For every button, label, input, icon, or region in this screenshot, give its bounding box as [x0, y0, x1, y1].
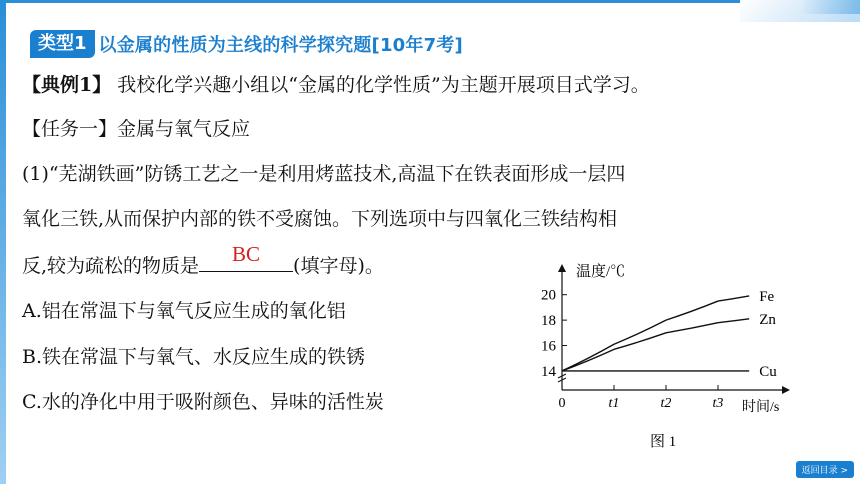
task-line: 【任务一】金属与氧气反应: [22, 118, 251, 140]
example-line: [22, 72, 650, 98]
x-axis-arrow: [782, 386, 790, 394]
question-line-3: [22, 242, 384, 279]
series-label-zn: Zn: [759, 311, 776, 328]
option-c: C.水的净化中用于吸附颜色、异味的活性炭: [22, 391, 384, 413]
y-tick-label: 18: [541, 313, 556, 330]
question-line-1: (1)“芜湖铁画”防锈工艺之一是利用烤蓝技术,高温下在铁表面形成一层四: [22, 163, 626, 185]
chart-svg: [530, 250, 830, 460]
temperature-chart: [530, 250, 830, 460]
x-tick-label: t3: [712, 396, 724, 411]
y-tick-label: 14: [541, 363, 556, 380]
series-label-cu: Cu: [759, 363, 777, 380]
x-axis-label: 时间/s: [742, 400, 780, 415]
corner-decoration: [740, 0, 860, 22]
left-accent-bar: [0, 3, 6, 484]
top-accent-bar: [0, 0, 860, 3]
example-text: 我校化学兴趣小组以“金属的化学性质”为主题开展项目式学习。: [117, 74, 650, 96]
chart-caption: 图 1: [650, 434, 677, 450]
question-line-3-prefix: 反,较为疏松的物质是: [22, 255, 200, 277]
series-line-zn: [562, 319, 749, 371]
y-tick-label: 20: [541, 287, 556, 304]
question-line-2: 氧化三铁,从而保护内部的铁不受腐蚀。下列选项中与四氧化三铁结构相: [22, 208, 618, 230]
x-tick-label: 0: [558, 396, 566, 411]
example-label: 【典例1】: [22, 74, 112, 96]
type-tag: 类型1: [30, 30, 95, 58]
answer-blank: [199, 242, 293, 272]
section-title: 以金属的性质为主线的科学探究题[10年7考]: [98, 35, 463, 56]
question-line-3-suffix: (填字母)。: [293, 255, 384, 277]
back-to-contents-button[interactable]: 返回目录 >: [796, 461, 854, 478]
option-b: B.铁在常温下与氧气、水反应生成的铁锈: [22, 346, 366, 368]
y-axis-arrow: [558, 264, 566, 272]
option-a: A.铝在常温下与氧气反应生成的氧化铝: [22, 300, 346, 322]
y-axis-label: 温度/℃: [576, 264, 626, 280]
section-header: [30, 28, 463, 60]
x-tick-label: t2: [660, 396, 672, 411]
y-tick-label: 16: [541, 338, 556, 355]
answer-text: BC: [232, 242, 261, 266]
series-label-fe: Fe: [759, 288, 775, 305]
x-tick-label: t1: [608, 396, 620, 411]
